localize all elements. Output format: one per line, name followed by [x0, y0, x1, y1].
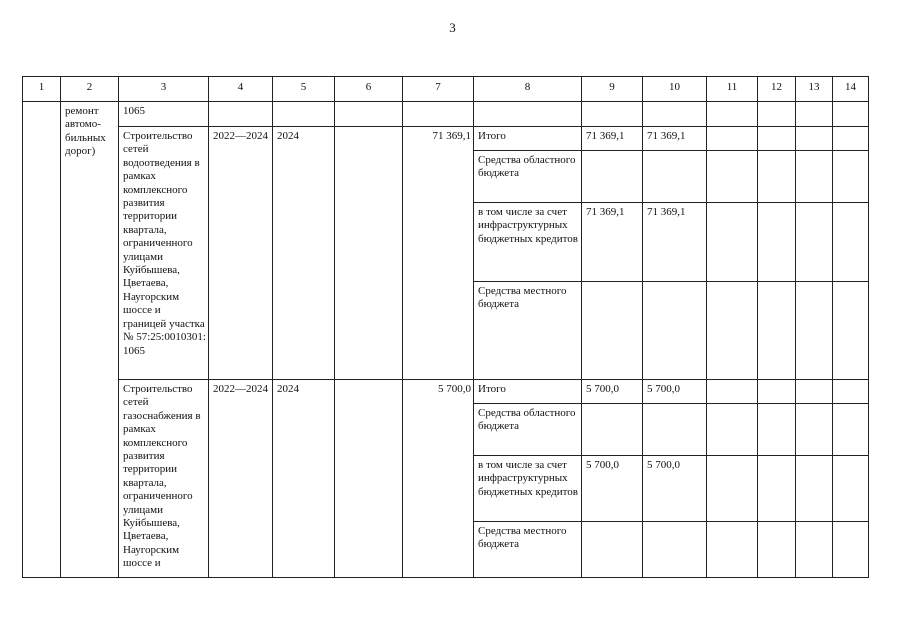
empty-cell [582, 102, 643, 127]
empty-cell [403, 102, 474, 127]
year: 2024 [273, 127, 335, 380]
empty-cell [833, 456, 869, 522]
budget-table [22, 76, 869, 578]
empty-cell [707, 127, 758, 151]
header-cell: 6 [335, 77, 403, 102]
empty-cell [833, 282, 869, 380]
empty-cell [758, 102, 796, 127]
value-col9 [582, 522, 643, 578]
empty-cell [796, 404, 833, 456]
header-cell: 9 [582, 77, 643, 102]
table-row [23, 102, 869, 127]
empty-cell [833, 404, 869, 456]
source: в том числе за счет инфраструктурных бюджетных кредитов [474, 203, 582, 282]
object-name [119, 380, 209, 578]
empty-cell [796, 127, 833, 151]
empty-cell [707, 404, 758, 456]
value-col10 [643, 404, 707, 456]
total: 5 700,0 [403, 380, 474, 578]
empty-cell [758, 522, 796, 578]
empty-cell [758, 404, 796, 456]
empty-cell [758, 282, 796, 380]
empty-cell [796, 203, 833, 282]
header-cell: 7 [403, 77, 474, 102]
empty-cell [796, 456, 833, 522]
empty-cell [707, 151, 758, 203]
period: 2022—2024 [209, 380, 273, 578]
empty-cell [758, 380, 796, 404]
empty-cell [335, 102, 403, 127]
header-cell: 14 [833, 77, 869, 102]
source: Средства местного бюджета [474, 522, 582, 578]
header-cell: 8 [474, 77, 582, 102]
year: 2024 [273, 380, 335, 578]
header-cell: 1 [23, 77, 61, 102]
source: Итого [474, 127, 582, 151]
empty-cell [273, 102, 335, 127]
value-col10: 71 369,1 [643, 127, 707, 151]
empty-cell [833, 102, 869, 127]
value-col9 [582, 151, 643, 203]
empty-cell [707, 522, 758, 578]
empty-cell [758, 151, 796, 203]
empty-cell [833, 203, 869, 282]
header-cell: 5 [273, 77, 335, 102]
value-col10 [643, 522, 707, 578]
source: Средства местного бюджета [474, 282, 582, 380]
empty-cell [643, 102, 707, 127]
value-col10 [643, 282, 707, 380]
source: в том числе за счет инфраструктурных бюджетных кредитов [474, 456, 582, 522]
header-cell: 12 [758, 77, 796, 102]
empty-cell [796, 102, 833, 127]
header-row [23, 77, 869, 102]
empty-cell [707, 102, 758, 127]
value-col9 [582, 282, 643, 380]
period: 2022—2024 [209, 127, 273, 380]
value-col9: 71 369,1 [582, 203, 643, 282]
col6 [335, 380, 403, 578]
table-row [23, 380, 869, 404]
empty-cell [474, 102, 582, 127]
page-number: 3 [449, 20, 456, 35]
object-name-text: Строительство сетей газоснабжения в рамках комплексного развития территории квартала, ограниченного улицами Куйбышева, Цветаева, Наугорским шоссе и [123, 383, 201, 570]
empty-cell [833, 151, 869, 203]
empty-cell [209, 102, 273, 127]
header-cell: 10 [643, 77, 707, 102]
empty-cell [796, 380, 833, 404]
empty-cell [758, 127, 796, 151]
source: Средства областного бюджета [474, 404, 582, 456]
table-row [23, 127, 869, 151]
value-col10: 5 700,0 [643, 456, 707, 522]
header-cell: 2 [61, 77, 119, 102]
value-col10: 71 369,1 [643, 203, 707, 282]
empty-cell [758, 203, 796, 282]
header-cell: 13 [796, 77, 833, 102]
empty-cell [707, 203, 758, 282]
value-col10: 5 700,0 [643, 380, 707, 404]
value-col10 [643, 151, 707, 203]
empty-cell [796, 151, 833, 203]
object-name: Строительство сетей водоотведения в рамках комплексного развития территории квартала, ограниченного улицами Куйбышева, Цветаева, Наугорским шоссе и границей участка № 57:25:0010301: 1065 [119, 127, 209, 380]
empty-cell [707, 456, 758, 522]
cell-col2: ремонт автомо-бильных дорог) [61, 102, 119, 578]
cell-col1 [23, 102, 61, 578]
empty-cell [758, 456, 796, 522]
empty-cell [796, 522, 833, 578]
total: 71 369,1 [403, 127, 474, 380]
source: Средства областного бюджета [474, 151, 582, 203]
value-col9: 5 700,0 [582, 380, 643, 404]
empty-cell [707, 282, 758, 380]
header-cell: 4 [209, 77, 273, 102]
empty-cell [833, 127, 869, 151]
empty-cell [796, 282, 833, 380]
value-col9: 5 700,0 [582, 456, 643, 522]
col6 [335, 127, 403, 380]
empty-cell [833, 380, 869, 404]
empty-cell [833, 522, 869, 578]
source: Итого [474, 380, 582, 404]
empty-cell [707, 380, 758, 404]
value-col9 [582, 404, 643, 456]
value-col9: 71 369,1 [582, 127, 643, 151]
header-cell: 11 [707, 77, 758, 102]
cell-prev-col3: 1065 [119, 102, 209, 127]
header-cell: 3 [119, 77, 209, 102]
